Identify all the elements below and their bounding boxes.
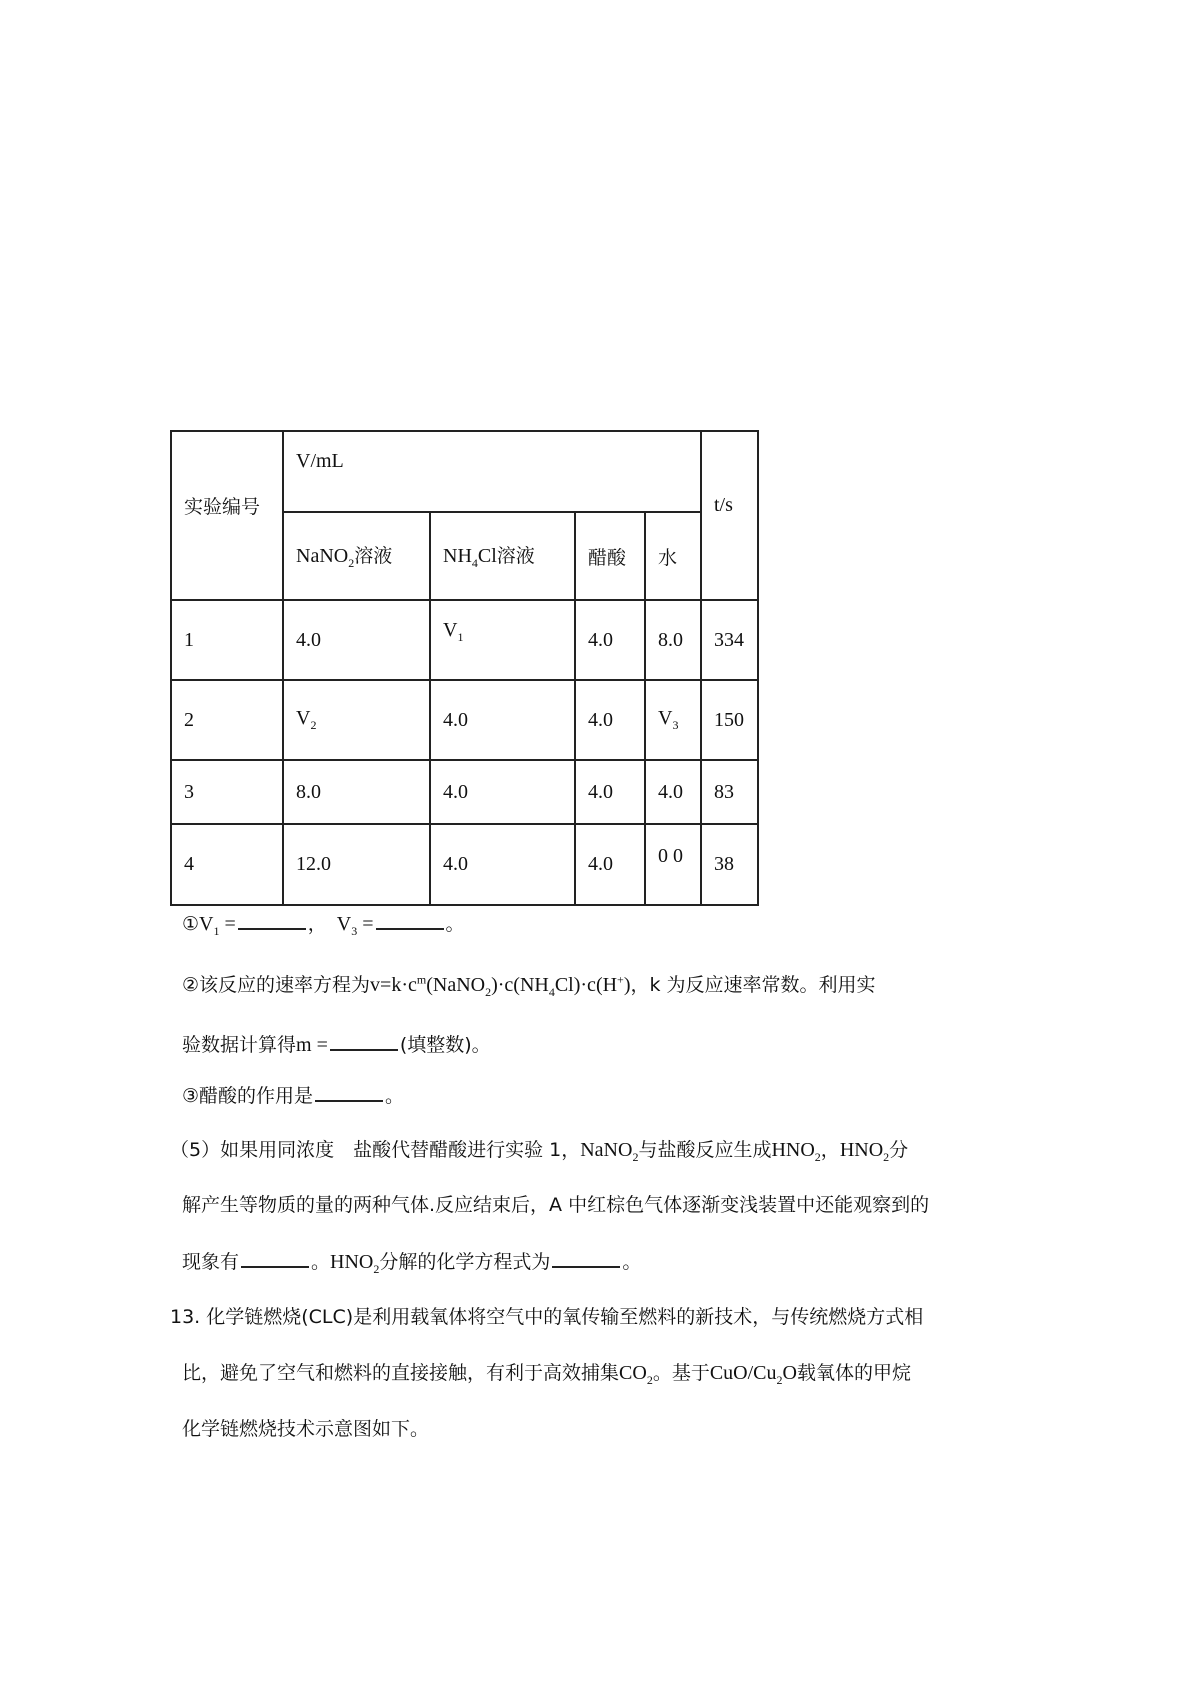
question-5-line-2: 解产生等物质的量的两种气体.反应结束后，A 中红棕色气体逐渐变浅装置中还能观察到的 — [182, 1194, 930, 1216]
table-row — [171, 760, 758, 824]
question-13-line-1: 13. 化学链燃烧(CLC)是利用载氧体将空气中的氧传输至燃料的新技术，与传统燃烧方式相 — [170, 1306, 924, 1328]
experiment-table — [170, 430, 759, 906]
header-volume-group: V/mL — [283, 431, 701, 512]
question-5-line-3: 现象有 。$HNO_2$分解的化学方程式为 。 — [182, 1247, 641, 1277]
cell-water: 0 0 — [645, 824, 701, 905]
cell-time: 83 — [701, 760, 758, 824]
header-nh4cl-solution: $NH_4Cl$溶液 — [430, 512, 575, 600]
cell-id: 4 — [171, 824, 283, 905]
table-row — [171, 600, 758, 680]
cell-water: $V_3$ — [645, 680, 701, 760]
cell-nh4cl: $V_1$ — [430, 600, 575, 680]
header-water: 水 — [645, 512, 701, 600]
cell-id: 2 — [171, 680, 283, 760]
answer-blank — [315, 1082, 383, 1102]
question-2-line-1: ②该反应的速率方程为$v=k\cdot c^m(NaNO_2)\cdot c(NH_4Cl)\cdot c(H^+)$，k 为反应速率常数。利用实 — [182, 972, 876, 999]
cell-water: 8.0 — [645, 600, 701, 680]
cell-water: 4.0 — [645, 760, 701, 824]
header-experiment-id: 实验编号 — [171, 431, 283, 600]
question-5-line-1: （5）如果用同浓度 盐酸代替醋酸进行实验 1，NaNO$_2$与盐酸反应生成$HNO_2$，$HNO_2$分 — [170, 1139, 909, 1164]
cell-nh4cl: 4.0 — [430, 824, 575, 905]
table-row — [171, 824, 758, 905]
answer-blank — [552, 1248, 620, 1268]
header-nano2-solution: NaNO$_2$溶液 — [283, 512, 430, 600]
cell-acid: 4.0 — [575, 600, 645, 680]
cell-nano2: 4.0 — [283, 600, 430, 680]
answer-blank — [238, 910, 306, 930]
cell-nh4cl: 4.0 — [430, 680, 575, 760]
cell-time: 334 — [701, 600, 758, 680]
cell-time: 150 — [701, 680, 758, 760]
header-time: t/s — [701, 431, 758, 600]
answer-blank — [330, 1031, 398, 1051]
header-acetic-acid: 醋酸 — [575, 512, 645, 600]
cell-nano2: 8.0 — [283, 760, 430, 824]
cell-acid: 4.0 — [575, 824, 645, 905]
cell-acid: 4.0 — [575, 680, 645, 760]
question-13-line-3: 化学链燃烧技术示意图如下。 — [182, 1418, 430, 1440]
question-1-line: $①V_1$ = ， $V_3$ = 。 — [182, 909, 465, 939]
cell-time: 38 — [701, 824, 758, 905]
cell-nano2: 12.0 — [283, 824, 430, 905]
answer-blank — [241, 1248, 309, 1268]
question-2-line-2: 验数据计算得m = (填整数)。 — [182, 1030, 491, 1057]
cell-nano2: $V_2$ — [283, 680, 430, 760]
question-13-line-2: 比，避免了空气和燃料的直接接触，有利于高效捕集$CO_2$。基于CuO/$Cu_2O$载氧体的甲烷 — [182, 1362, 911, 1387]
cell-acid: 4.0 — [575, 760, 645, 824]
table-row — [171, 680, 758, 760]
cell-nh4cl: 4.0 — [430, 760, 575, 824]
cell-id: 3 — [171, 760, 283, 824]
cell-id: 1 — [171, 600, 283, 680]
answer-blank — [376, 910, 444, 930]
table-header-row — [171, 431, 758, 512]
question-3-line: ③醋酸的作用是 。 — [182, 1081, 404, 1108]
